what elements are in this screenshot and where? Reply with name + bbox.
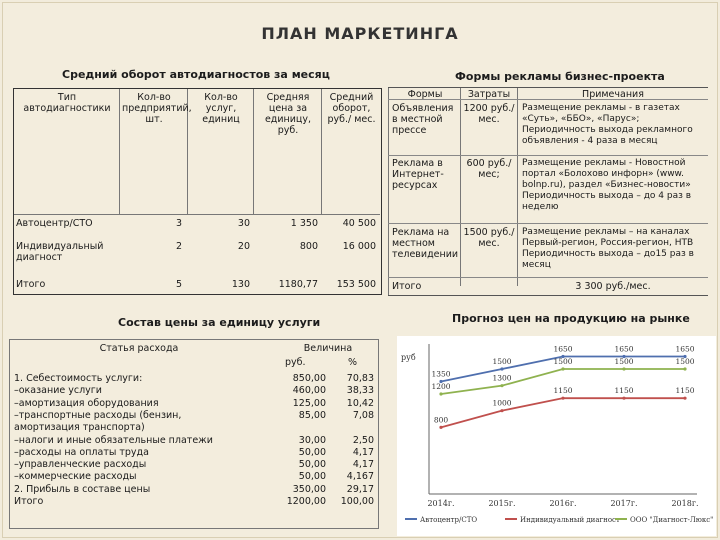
legend-label: Индивидуальный диагност: [520, 516, 620, 524]
turnover-row-services: 30: [237, 218, 250, 229]
ads-header-note: Примечания: [582, 89, 644, 100]
turnover-row-count: 2: [175, 241, 182, 252]
data-point: [500, 409, 503, 412]
y-axis-label: руб: [401, 353, 416, 362]
data-point: [439, 426, 442, 429]
x-tick-label: 2014г.: [427, 499, 455, 508]
data-point: [561, 367, 564, 370]
x-tick-label: 2016г.: [549, 499, 577, 508]
turnover-header-price: Средняя цена за единицу, руб.: [264, 92, 312, 136]
data-label: 1500: [675, 357, 695, 366]
cost-row-item: –расходы на оплаты труда: [14, 446, 149, 458]
turnover-row-count: 3: [175, 218, 182, 229]
cost-header-value: Величина: [303, 343, 353, 354]
turnover-row-type: Автоцентр/СТО: [16, 218, 93, 229]
legend-label: ООО "Диагност-Люкс": [630, 516, 714, 524]
data-label: 1350: [431, 369, 451, 379]
turnover-header-turnover: Средний оборот, руб./ мес.: [327, 92, 376, 125]
ads-heading: Формы рекламы бизнес-проекта: [455, 70, 665, 83]
cost-header-pct: %: [348, 357, 358, 368]
data-point: [622, 367, 625, 370]
cost-row-pct: 7,08: [352, 409, 374, 421]
turnover-row-price: 800: [299, 241, 318, 252]
data-label: 1300: [492, 373, 512, 383]
ads-row-cost: 600 руб./мес;: [466, 158, 512, 180]
cost-row-pct: 10,42: [346, 397, 374, 409]
data-label: 1150: [614, 386, 634, 396]
forecast-chart: [397, 336, 716, 536]
turnover-row-turnover: 40 500: [342, 218, 376, 229]
ads-header-cost: Затраты: [467, 89, 511, 100]
x-tick-label: 2015г.: [488, 499, 516, 508]
x-tick-label: 2017г.: [610, 499, 638, 508]
cost-row-item: –коммерческие расходы: [14, 471, 137, 483]
cost-row-pct: 2,50: [352, 434, 374, 446]
cost-row-rub: 85,00: [298, 409, 326, 421]
data-label: 1150: [553, 386, 573, 396]
turnover-total-services: 130: [231, 279, 250, 290]
ads-row-form: Реклама в Интернет-ресурсах: [392, 158, 444, 191]
data-label: 1650: [553, 344, 573, 354]
data-label: 1500: [553, 357, 573, 366]
ads-total-label: Итого: [392, 281, 422, 292]
cost-row-pct: 70,83: [346, 373, 374, 384]
ads-total-value: 3 300 руб./мес.: [575, 281, 651, 292]
cost-row-rub: 850,00: [292, 373, 326, 384]
legend-label: Автоцентр/СТО: [420, 516, 478, 524]
ads-row-note: Размещение рекламы - Новостной портал «Болохово инфорн» (www. bolnp.ru), раздел «Бизнес-новости» Периодичность выхода – до 4 раз в неделю: [522, 158, 692, 212]
data-label: 1650: [614, 344, 634, 354]
cost-header-item: Статья расхода: [99, 343, 179, 354]
data-point: [561, 397, 564, 400]
data-point: [439, 392, 442, 395]
forecast-chart-svg: [397, 336, 716, 536]
turnover-total-count: 5: [175, 279, 182, 290]
cost-row-pct: 38,33: [346, 385, 374, 397]
turnover-total-turnover: 153 500: [336, 279, 376, 290]
cost-row-pct: 4,167: [346, 471, 374, 483]
turnover-row-services: 20: [237, 241, 250, 252]
ads-row-form: Реклама на местном телевидении: [392, 227, 459, 260]
ads-row-note: Размещение рекламы – на каналах Первый-регион, Россия-регион, НТВ Периодичность выхода – до15 раз в месяц: [522, 227, 694, 270]
data-label: 1000: [492, 398, 512, 408]
turnover-heading: Средний оборот автодиагностов за месяц: [62, 68, 330, 81]
data-label: 1500: [614, 357, 634, 366]
cost-row-rub: 1200,00: [286, 496, 326, 507]
cost-row-rub: 50,00: [298, 459, 326, 471]
cost-row-item: Итого: [14, 496, 44, 507]
cost-row-item: амортизация транспорта): [14, 422, 145, 434]
cost-row-item: 2. Прибыль в составе цены: [14, 483, 151, 495]
data-label: 800: [433, 415, 449, 425]
data-point: [500, 367, 503, 370]
data-point: [683, 367, 686, 370]
turnover-row-price: 1 350: [290, 218, 318, 229]
turnover-header-type: Тип автодиагностики: [23, 92, 111, 114]
forecast-heading: Прогноз цен на продукцию на рынке: [452, 312, 690, 325]
cost-row-item: 1. Себестоимость услуги:: [14, 373, 143, 384]
turnover-header-services: Кол-во услуг, единиц: [202, 92, 240, 125]
ads-row-cost: 1500 руб./ мес.: [463, 227, 515, 249]
cost-row-pct: 100,00: [340, 496, 374, 507]
data-label: 1500: [492, 357, 512, 366]
turnover-total-label: Итого: [16, 279, 46, 290]
ads-row-cost: 1200 руб./мес.: [463, 103, 515, 125]
cost-row-pct: 29,17: [346, 483, 374, 495]
data-point: [683, 397, 686, 400]
turnover-header-count: Кол-во предприятий, шт.: [122, 92, 192, 125]
data-point: [500, 384, 503, 387]
ads-row-note: Размещение рекламы - в газетах «Суть», «ББО», «Парус»; Периодичность выхода рекламного объявления - 4 раза в месяц: [522, 103, 693, 146]
cost-row-rub: 50,00: [298, 446, 326, 458]
turnover-total-price: 1180,77: [278, 279, 318, 290]
cost-row-rub: 350,00: [292, 483, 326, 495]
cost-row-rub: 50,00: [298, 471, 326, 483]
ads-header-form: Формы: [407, 89, 443, 100]
cost-row-item: –транспортные расходы (бензин,: [14, 409, 182, 421]
cost-row-item: –оказание услуги: [14, 385, 102, 397]
data-label: 1150: [675, 386, 695, 396]
cost-row-item: –амортизация оборудования: [14, 397, 159, 409]
cost-row-item: –налоги и иные обязательные платежи: [14, 434, 213, 446]
turnover-row-turnover: 16 000: [342, 241, 376, 252]
data-point: [622, 397, 625, 400]
page-title: ПЛАН МАРКЕТИНГА: [261, 24, 459, 43]
data-label: 1200: [431, 382, 451, 391]
data-label: 1650: [675, 344, 695, 354]
cost-row-rub: 460,00: [292, 385, 326, 397]
cost-row-rub: 30,00: [298, 434, 326, 446]
cost-row-pct: 4,17: [352, 459, 374, 471]
cost-row-rub: 125,00: [292, 397, 326, 409]
series-line: [441, 398, 685, 427]
x-tick-label: 2018г.: [671, 499, 699, 508]
cost-header-rub: руб.: [285, 357, 306, 368]
cost-row-pct: 4,17: [352, 446, 374, 458]
turnover-row-type: Индивидуальный диагност: [16, 241, 104, 263]
cost-row-item: –управленческие расходы: [14, 459, 147, 471]
ads-row-form: Объявления в местной прессе: [392, 103, 454, 136]
cost-heading: Состав цены за единицу услуги: [118, 316, 321, 329]
